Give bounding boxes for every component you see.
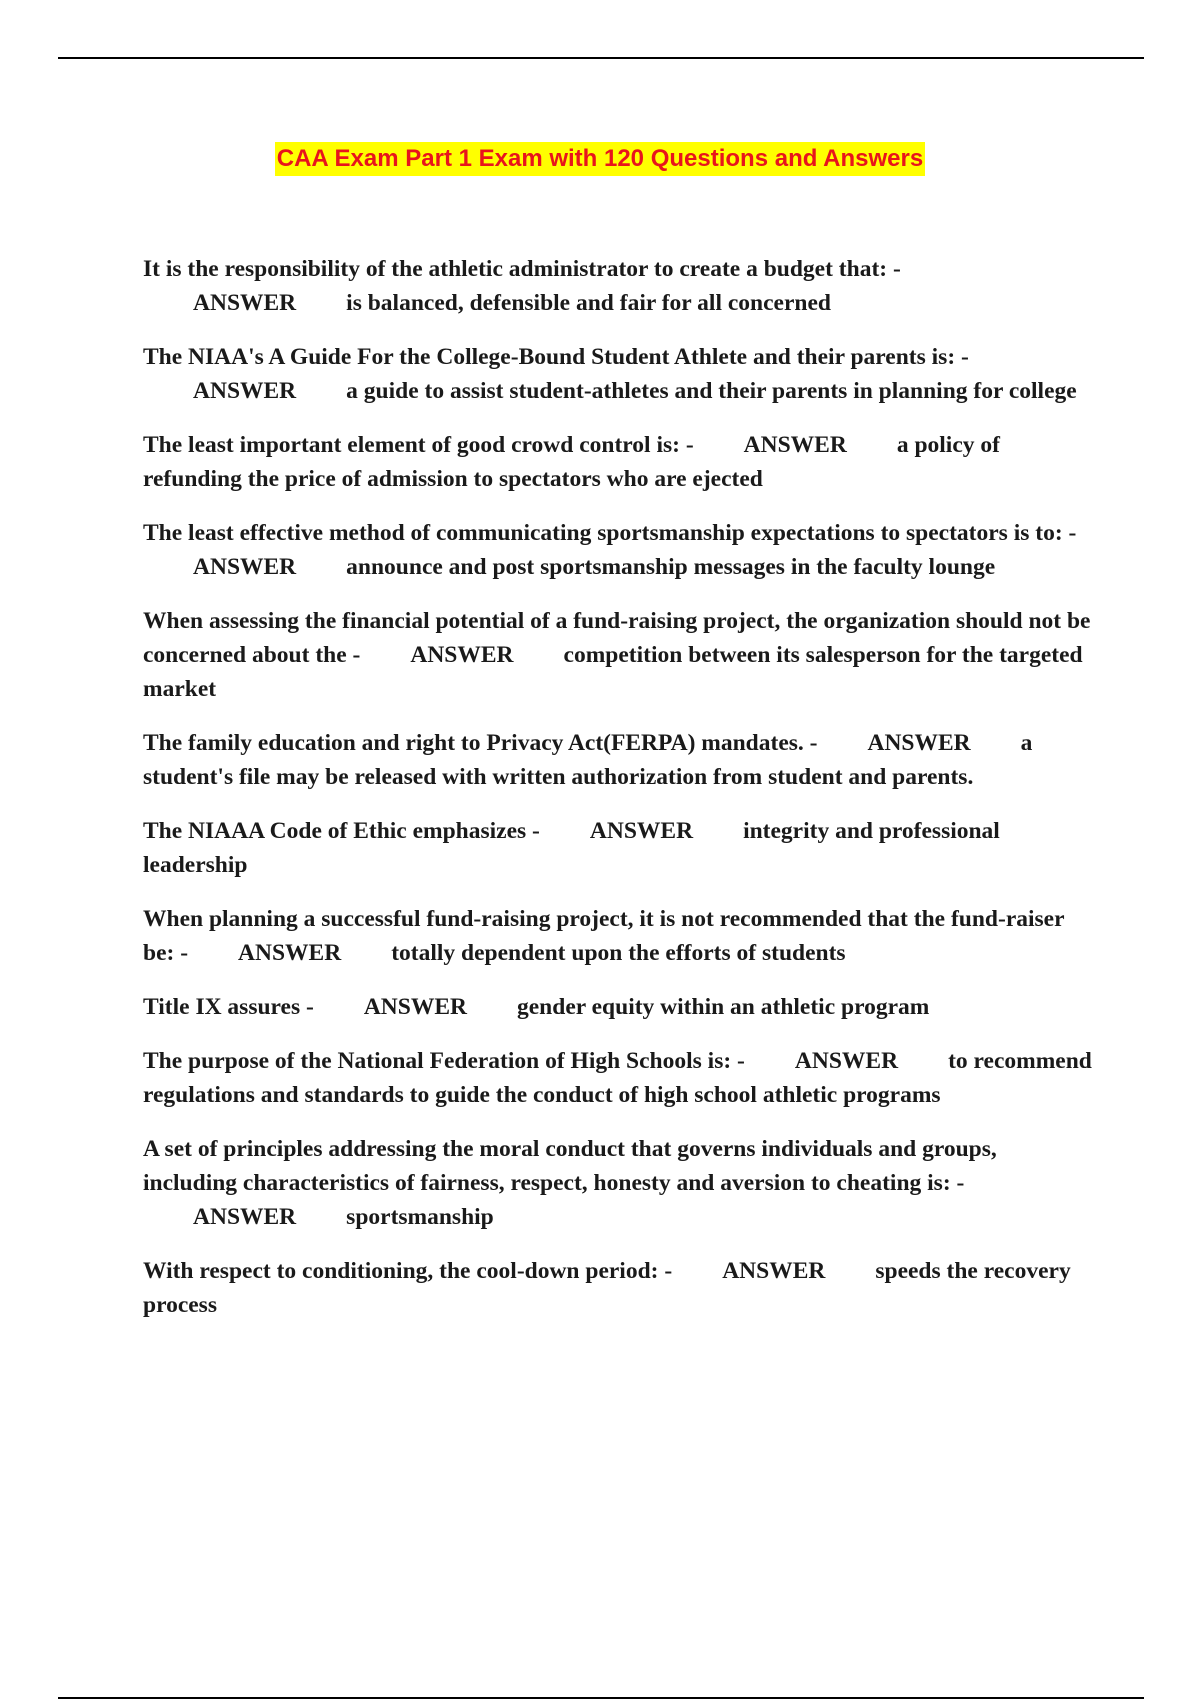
question-text: With respect to conditioning, the cool-down period: -: [143, 1258, 673, 1284]
question-text: When assessing the financial potential of a fund-raising project, the organization should not be concerned about the -: [143, 608, 1091, 668]
title-container: [0, 142, 1200, 176]
qa-item: [143, 814, 1093, 882]
answer-text: competition between its salesperson for the targeted market: [143, 642, 1083, 702]
question-text: The NIAAA Code of Ethic emphasizes -: [143, 818, 540, 844]
question-text: The family education and right to Privacy Act(FERPA) mandates. -: [143, 730, 818, 756]
answer-label: ANSWER: [722, 1258, 826, 1284]
question-text: It is the responsibility of the athletic administrator to create a budget that: -: [143, 256, 901, 282]
answer-text: announce and post sportsmanship messages in the faculty lounge: [346, 554, 996, 580]
question-text: The purpose of the National Federation of High Schools is: -: [143, 1048, 745, 1074]
question-text: The least important element of good crowd control is: -: [143, 432, 694, 458]
qa-item: [143, 1254, 1093, 1322]
qa-item: [143, 516, 1093, 584]
answer-label: ANSWER: [410, 642, 514, 668]
document-title: CAA Exam Part 1 Exam with 120 Questions and Answers: [275, 142, 925, 176]
answer-text: to recommend regulations and standards to guide the conduct of high school athletic programs: [143, 1048, 1092, 1108]
answer-label: ANSWER: [363, 994, 467, 1020]
answer-text: speeds the recovery process: [143, 1258, 1071, 1318]
answer-text: a guide to assist student-athletes and their parents in planning for college: [346, 378, 1077, 404]
answer-label: ANSWER: [794, 1048, 899, 1074]
answer-label: ANSWER: [193, 554, 297, 580]
question-text: The NIAA's A Guide For the College-Bound Student Athlete and their parents is: -: [143, 344, 969, 370]
question-text: When planning a successful fund-raising project, it is not recommended that the fund-raiser be: -: [143, 906, 1065, 966]
qa-item: [143, 902, 1093, 970]
top-divider: [58, 57, 1144, 59]
answer-text: gender equity within an athletic program: [517, 994, 930, 1020]
answer-label: ANSWER: [193, 378, 297, 404]
bottom-divider: [58, 1697, 1144, 1699]
answer-label: ANSWER: [589, 818, 694, 844]
qa-item: [143, 252, 1093, 320]
answer-label: ANSWER: [238, 940, 342, 966]
question-text: A set of principles addressing the moral conduct that governs individuals and groups, including characteristics of fairness, respect, honesty and aversion to cheating is: -: [143, 1136, 997, 1196]
answer-text: is balanced, defensible and fair for all concerned: [346, 290, 831, 316]
qa-list: [143, 252, 1093, 1342]
answer-text: a student's file may be released with written authorization from student and parents.: [143, 730, 1033, 790]
answer-label: ANSWER: [867, 730, 971, 756]
answer-label: ANSWER: [743, 432, 847, 458]
answer-text: a policy of refunding the price of admission to spectators who are ejected: [143, 432, 1000, 492]
qa-item: [143, 990, 1093, 1024]
question-text: The least effective method of communicating sportsmanship expectations to spectators is to: -: [143, 520, 1077, 546]
qa-item: [143, 1132, 1093, 1234]
qa-item: [143, 340, 1093, 408]
answer-text: integrity and professional leadership: [143, 818, 1000, 878]
answer-label: ANSWER: [193, 290, 297, 316]
question-text: Title IX assures -: [143, 994, 314, 1020]
answer-text: totally dependent upon the efforts of students: [391, 940, 846, 966]
qa-item: [143, 726, 1093, 794]
qa-item: [143, 1044, 1093, 1112]
answer-label: ANSWER: [193, 1204, 297, 1230]
qa-item: [143, 604, 1093, 706]
qa-item: [143, 428, 1093, 496]
answer-text: sportsmanship: [346, 1204, 494, 1230]
